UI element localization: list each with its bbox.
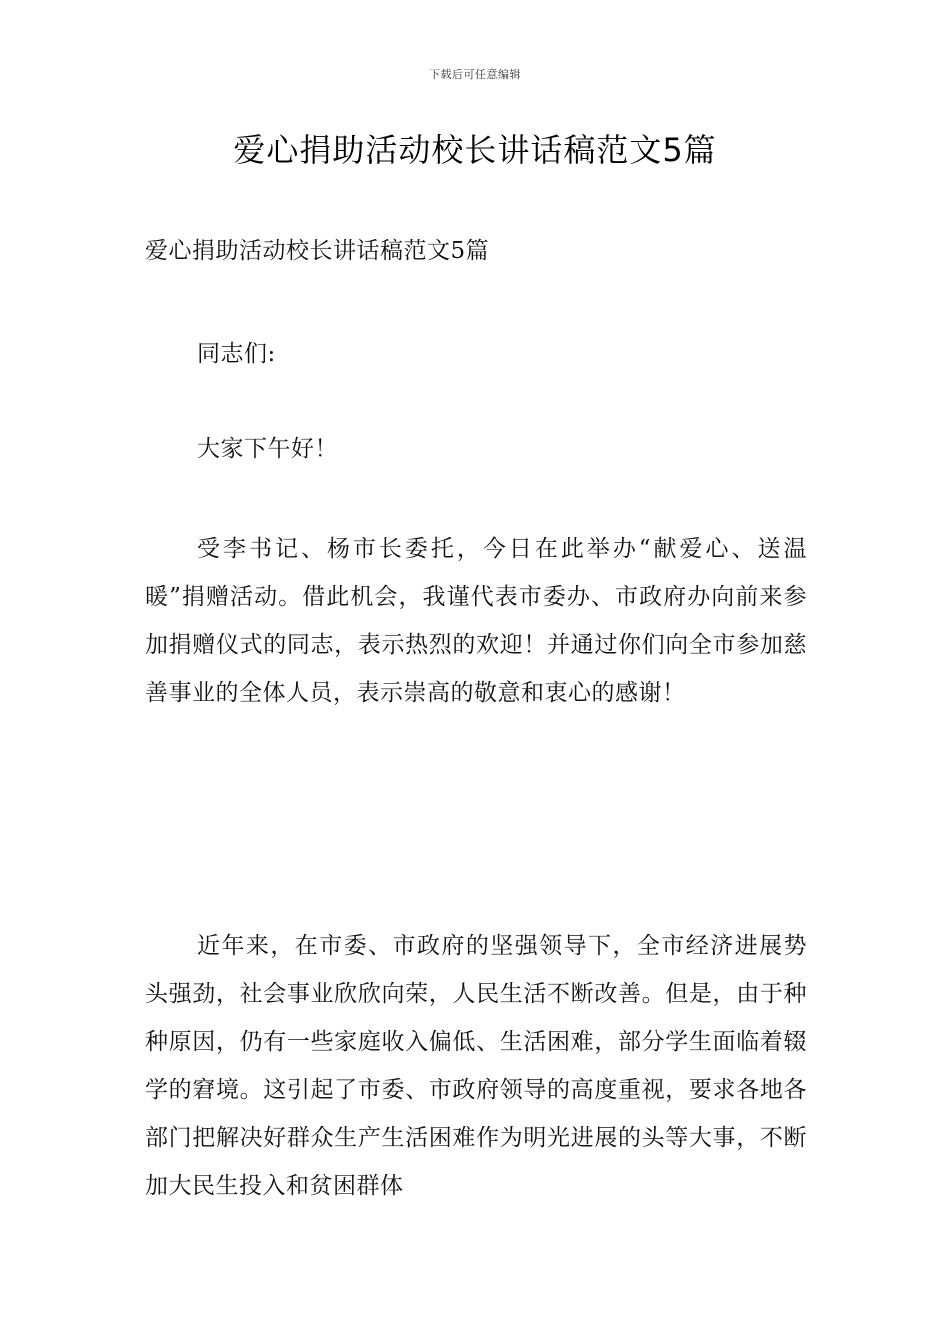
document-title: 爱心捐助活动校长讲话稿范文5篇 — [233, 131, 717, 169]
header-note: 下载后可任意编辑 — [429, 68, 521, 81]
document-subtitle: 爱心捐助活动校长讲话稿范文5篇 — [145, 238, 490, 264]
salutation-line: 大家下午好！ — [197, 436, 338, 462]
body-paragraph-2: 近年来，在市委、市政府的坚强领导下，全市经济进展势头强劲，社会事业欣欣向荣，人民生活不断改善。但是，由于种种原因，仍有一些家庭收入偏低、生活困难，部分学生面临着辍学的窘境。这引起了市委、市政府领导的高度重视，要求各地各部门把解决好群众生产生活困难作为明光进展的头等大事，不断加大民生投入和贫困群体 — [145, 933, 807, 1199]
body-paragraph-1: 受李书记、杨市长委托，今日在此举办“献爱心、送温暖”捐赠活动。借此机会，我谨代表市委办、市政府办向前来参加捐赠仪式的同志，表示热烈的欢迎！并通过你们向全市参加慈善事业的全体人员，表示崇高的敬意和衷心的感谢！ — [145, 536, 807, 706]
greeting-line: 同志们: — [197, 341, 276, 367]
